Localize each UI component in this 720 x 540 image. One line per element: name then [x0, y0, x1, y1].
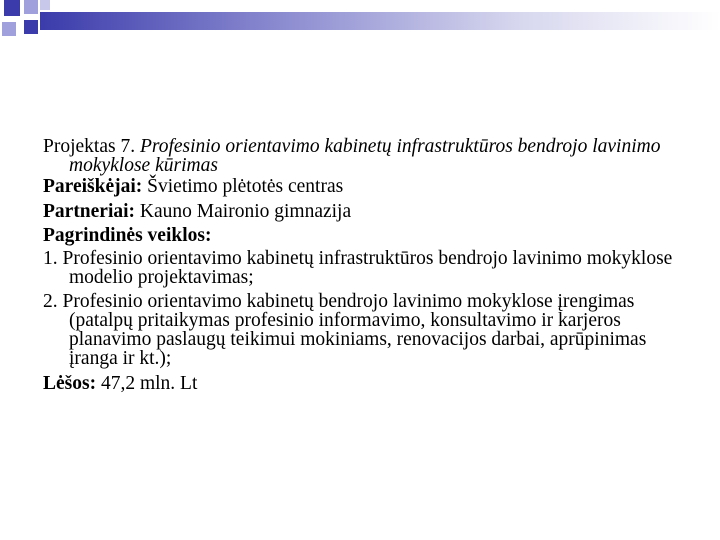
partners-line [43, 200, 683, 225]
activities-heading [43, 224, 683, 249]
applicant-value: Švietimo plėtotės centras [147, 176, 344, 197]
slide-body [43, 137, 683, 396]
partners-value: Kauno Maironio gimnazija [139, 200, 352, 222]
decor-square-4 [2, 22, 16, 36]
applicant-line [43, 175, 683, 200]
decor-square-1 [4, 0, 20, 16]
decor-square-3 [24, 20, 38, 34]
funds-label: Lėšos: [43, 372, 97, 394]
decor-square-5 [40, 0, 50, 10]
decor-square-2 [24, 0, 38, 14]
project-line [43, 137, 683, 175]
funds-value: 47,2 mln. Lt [100, 372, 198, 394]
funds-line [43, 372, 683, 397]
header-decoration [0, 0, 720, 48]
project-label: Projektas 7. [43, 136, 136, 157]
activity-item-1: 1. Profesinio orientavimo kabinetų infrastruktūros bendrojo lavinimo mokyklose modelio projektavimas; [43, 247, 673, 288]
activity-item-2: 2. Profesinio orientavimo kabinetų bendrojo lavinimo mokyklose įrengimas (patalpų pritaikymas profesinio informavimo, konsultavimo ir karjeros planavimo paslaugų teikimui mokiniams, renovacijos darbai, aprūpinimas įranga ir kt.); [43, 290, 647, 369]
applicant-label: Pareiškėjai: [43, 176, 143, 197]
project-title: Profesinio orientavimo kabinetų infrastruktūros bendrojo lavinimo mokyklose kūrimas [69, 136, 661, 176]
header-gradient-bar [40, 12, 720, 30]
activities-label: Pagrindinės veiklos: [43, 225, 212, 246]
partners-label: Partneriai: [43, 200, 136, 222]
